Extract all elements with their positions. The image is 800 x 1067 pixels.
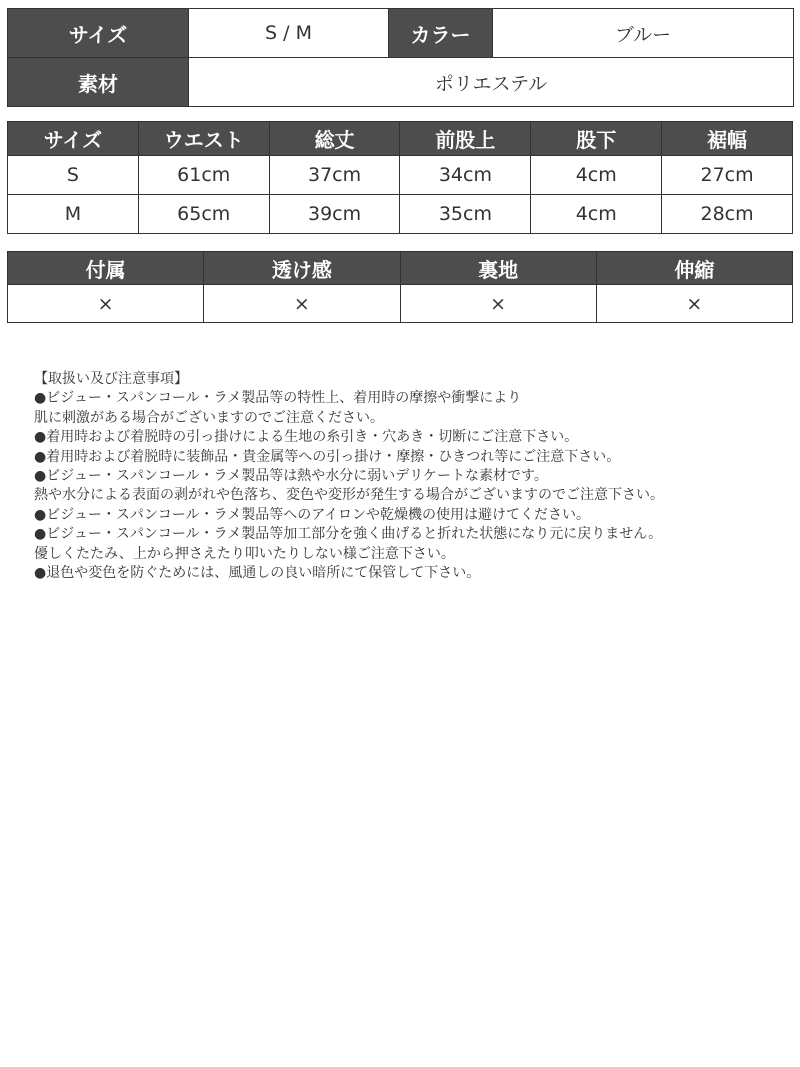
sheerness-header: 透け感 (204, 252, 400, 285)
inseam-cell: 4cm (531, 195, 662, 234)
care-notes-heading: 【取扱い及び注意事項】 (34, 371, 188, 387)
lining-header: 裏地 (400, 252, 596, 285)
list-item: ●退色や変色を防ぐためには、風通しの良い暗所にて保管して下さい。 (34, 565, 481, 582)
size-chart-table (7, 121, 793, 234)
color-value: ブルー (493, 9, 794, 58)
total-length-cell: 39cm (269, 195, 400, 234)
size-value: S / M (189, 9, 389, 58)
hem-width-header: 裾幅 (662, 122, 793, 156)
list-item: 優しくたたみ、上から押さえたり叩いたりしない様ご注意下さい。 (34, 545, 455, 562)
care-notes (34, 370, 774, 583)
table-row (8, 285, 793, 323)
sheerness-value: × (204, 285, 400, 323)
hem-width-cell: 28cm (662, 195, 793, 234)
size-cell: S (8, 156, 139, 195)
list-item: 肌に刺激がある場合がございますのでご注意ください。 (34, 409, 384, 426)
size-header: サイズ (8, 122, 139, 156)
material-value: ポリエステル (189, 58, 794, 107)
list-item: 熱や水分による表面の剥がれや色落ち、変色や変形が発生する場合がございますのでご注意下さい。 (34, 487, 664, 504)
inseam-cell: 4cm (531, 156, 662, 195)
list-item: ●ビジュー・スパンコール・ラメ製品等の特性上、着用時の摩擦や衝撃により (34, 390, 522, 407)
table-row (8, 156, 793, 195)
front-rise-cell: 34cm (400, 156, 531, 195)
hem-width-cell: 27cm (662, 156, 793, 195)
waist-cell: 61cm (138, 156, 269, 195)
attributes-header-row (8, 252, 793, 285)
size-cell: M (8, 195, 139, 234)
list-item: ●ビジュー・スパンコール・ラメ製品等は熱や水分に弱いデリケートな素材です。 (34, 468, 548, 485)
stretch-header: 伸縮 (596, 252, 792, 285)
list-item: ●着用時および着脱時に装飾品・貴金属等への引っ掛け・摩擦・ひきつれ等にご注意下さい。 (34, 448, 621, 465)
front-rise-cell: 35cm (400, 195, 531, 234)
attributes-table (7, 251, 793, 323)
accessories-header: 付属 (8, 252, 204, 285)
table-row (8, 195, 793, 234)
waist-header: ウエスト (138, 122, 269, 156)
accessories-value: × (8, 285, 204, 323)
lining-value: × (400, 285, 596, 323)
list-item: ●着用時および着脱時の引っ掛けによる生地の糸引き・穴あき・切断にご注意下さい。 (34, 429, 579, 446)
material-label: 素材 (8, 58, 189, 107)
size-label: サイズ (8, 9, 189, 58)
list-item: ●ビジュー・スパンコール・ラメ製品等加工部分を強く曲げると折れた状態になり元に戻りません。 (34, 526, 663, 543)
info-row-size-color (8, 9, 794, 58)
front-rise-header: 前股上 (400, 122, 531, 156)
total-length-cell: 37cm (269, 156, 400, 195)
waist-cell: 65cm (138, 195, 269, 234)
inseam-header: 股下 (531, 122, 662, 156)
stretch-value: × (596, 285, 792, 323)
info-row-material (8, 58, 794, 107)
color-label: カラー (389, 9, 493, 58)
size-chart-header-row (8, 122, 793, 156)
product-info-table (7, 8, 794, 107)
total-length-header: 総丈 (269, 122, 400, 156)
list-item: ●ビジュー・スパンコール・ラメ製品等へのアイロンや乾燥機の使用は避けてください。 (34, 506, 590, 523)
